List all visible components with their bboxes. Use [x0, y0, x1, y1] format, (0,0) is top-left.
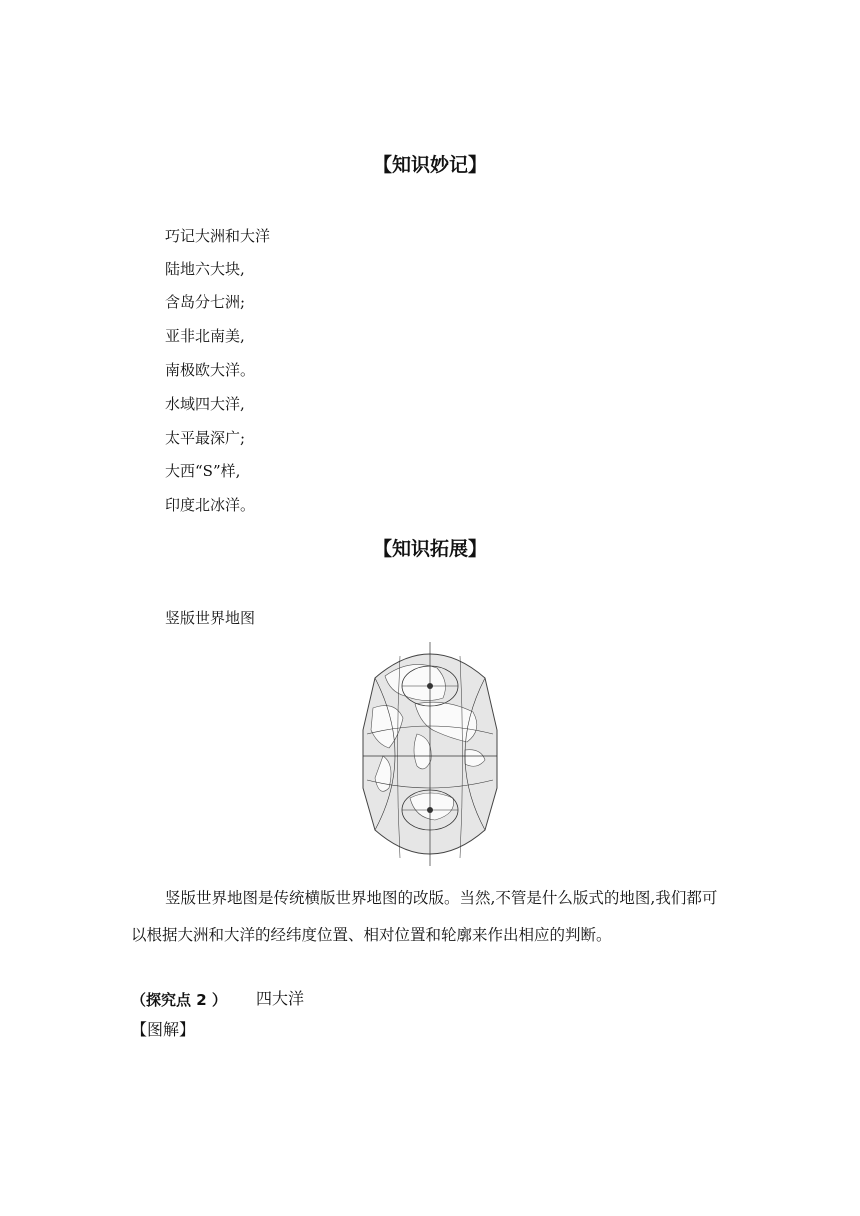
map-caption: 竖版世界地图: [165, 609, 256, 627]
rhyme-line: 含岛分七洲;: [165, 293, 246, 311]
map-explanation: 竖版世界地图是传统横版世界地图的改版。当然,不管是什么版式的地图,我们都可以根据大洲和大洋的经纬度位置、相对位置和轮廓来作出相应的判断。: [131, 889, 718, 944]
section-title-memory: 【知识妙记】: [372, 154, 487, 176]
explore-title: 四大洋: [256, 989, 305, 1008]
diagram-label: 【图解】: [131, 1020, 196, 1039]
rhyme-line: 南极欧大洋。: [165, 361, 256, 379]
rhyme-line: 陆地六大块,: [165, 260, 245, 278]
section-title-expand: 【知识拓展】: [372, 538, 487, 560]
rhyme-line: 水域四大洋,: [165, 395, 245, 413]
rhyme-line: 亚非北南美,: [165, 327, 245, 345]
rhyme-line: 印度北冰洋。: [165, 496, 256, 514]
vertical-world-map: [355, 638, 505, 874]
rhyme-line: 太平最深广;: [165, 429, 246, 447]
rhyme-line: 巧记大洲和大洋: [165, 227, 271, 245]
rhyme-line: 大西“S”样,: [165, 462, 241, 480]
explore-label: （探究点 2 ）: [131, 991, 227, 1009]
